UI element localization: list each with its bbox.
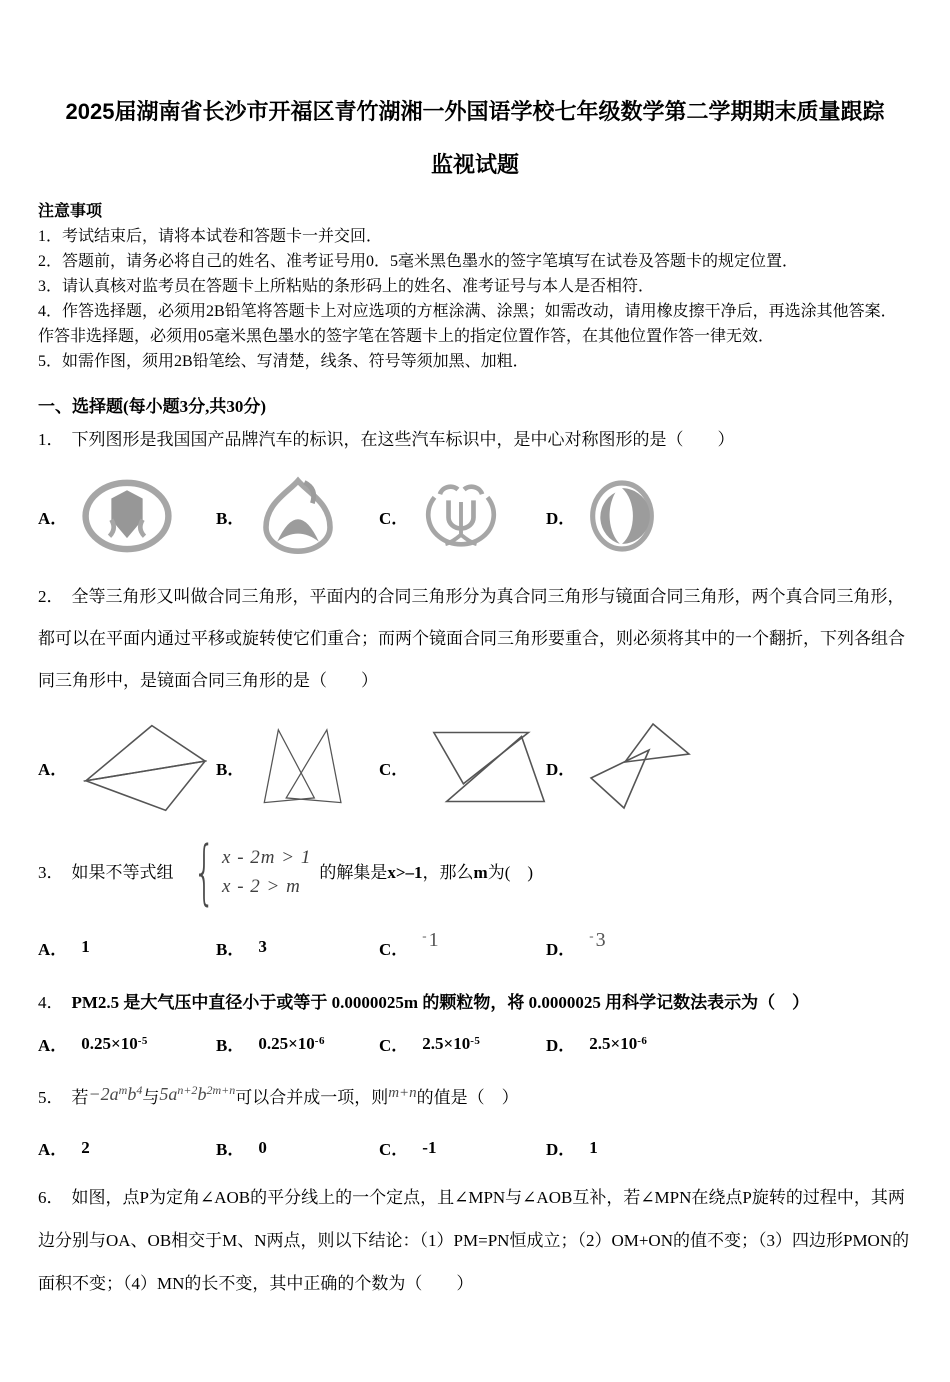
- question-5-options: [38, 1135, 912, 1160]
- left-brace-icon: {: [192, 831, 215, 913]
- q3-option-d: D． - 3: [546, 928, 606, 959]
- question-2-number: 2．: [38, 587, 64, 606]
- q2-option-c: [379, 724, 546, 810]
- q2-option-b-label: B．: [216, 759, 245, 779]
- inequality-1: x - 2m > 1: [222, 846, 312, 868]
- monomial-2: $5a^{n+2}b^{2m+n}$: [159, 1083, 236, 1104]
- q1-option-d-label: D．: [546, 508, 576, 528]
- q3-option-b: B． 3: [216, 937, 267, 959]
- q4-option-b: B． $0.25\times 10^{-6}$: [216, 1033, 325, 1055]
- question-2-text: 2． 全等三角形又叫做合同三角形，平面内的合同三角形分为真合同三角形与镜面合同三角形，两个真合同三角形，都可以在平面内通过平移或旋转使它们重合；而两个镜面合同三角形要重合，则必须将其中的一个翻折，下列各组合同三角形中，是镜面合同三角形的是（ ）: [38, 587, 905, 690]
- exam-title-line1: 2025届湖南省长沙市开福区青竹湖湘一外国语学校七年级数学第二学期期末质量跟踪: [65, 99, 885, 124]
- car-logo-b-icon: [258, 475, 338, 557]
- note-item-3: 3．请认真核对监考员在答题卡上所粘贴的条形码上的姓名、准考证号与本人是否相符．: [38, 278, 655, 295]
- question-1-number: 1．: [38, 430, 64, 449]
- q3-option-a: A． 1: [38, 937, 90, 959]
- q1-option-b-label: B．: [216, 508, 245, 528]
- note-item-5: 5．如需作图，须用2B铅笔绘、写清楚，线条、符号等须加黑、加粗．: [38, 353, 529, 370]
- q3-suffix: 的解集是x>–1，那么m为( ): [319, 862, 534, 882]
- q5-option-d: D． 1: [546, 1137, 598, 1159]
- question-2-options: [38, 719, 912, 815]
- q1-option-c: [379, 476, 546, 556]
- q1-option-c-label: C．: [379, 508, 409, 528]
- inequality-2: x - 2 > m: [222, 875, 301, 897]
- q5-option-a: A． 2: [38, 1137, 90, 1159]
- q4-option-a: A． $0.25\times 10^{-5}$: [38, 1033, 148, 1055]
- question-4-text: 4． PM2.5 是大气压中直径小于或等于 0.0000025m 的颗粒物，将 0.0000025 用科学记数法表示为（ ）: [38, 993, 810, 1012]
- question-6-text: 6． 如图，点P为定角∠AOB的平分线上的一个定点，且∠MPN与∠AOB互补，若∠MPN在绕点P旋转的过程中，其两边分别与OA、OB相交于M、N两点，则以下结论：（1）PM=PN恒成立；（2）OM+ON的值不变；（3）四边形PMON的面积不变；（4）MN的长不变，其中正确的个数为（ ）: [38, 1188, 910, 1293]
- car-logo-c-icon: [422, 476, 500, 556]
- q4-option-c: C． $2.5\times 10^{-5}$: [379, 1033, 481, 1055]
- car-logo-a-icon: [81, 479, 173, 553]
- q5-option-c: C． -1: [379, 1137, 437, 1159]
- exam-title: [38, 0, 912, 179]
- z-triangles-figure-c: [422, 724, 560, 810]
- q1-option-a-label: A．: [38, 508, 68, 528]
- question-3: [38, 831, 912, 913]
- question-1-text: 1． 下列图形是我国国产品牌汽车的标识，在这些汽车标识中，是中心对称图形的是（ ）: [38, 430, 735, 449]
- slanted-triangles-figure-d: [589, 720, 693, 814]
- exam-title-line2: 监视试题: [430, 152, 519, 177]
- q3-prefix: 如果不等式组: [71, 862, 174, 882]
- question-5-text: 5． 若$-2a^mb^4$与$5a^{n+2}b^{2m+n}$可以合并成一项，则m+n的值是（ ）: [38, 1083, 519, 1107]
- q1-option-d: [546, 476, 912, 556]
- q2-option-c-label: C．: [379, 759, 409, 779]
- question-1-options: [38, 468, 912, 564]
- notes-section: [38, 199, 912, 374]
- section-1-heading: 一、选择题(每小题3分,共30分): [38, 397, 267, 416]
- q2-option-d-label: D．: [546, 759, 576, 779]
- rotated-triangles-figure-a: [81, 719, 209, 815]
- question-3-number: 3．: [38, 862, 64, 882]
- question-3-options: [38, 927, 912, 967]
- q3-option-c: C． - 1: [379, 928, 439, 959]
- q1-option-b: [216, 475, 379, 557]
- m-plus-n-expression: m+n: [388, 1085, 417, 1101]
- crossed-triangles-figure-b: [258, 717, 348, 817]
- question-5-number: 5．: [38, 1088, 64, 1107]
- car-logo-d-icon: [589, 476, 655, 556]
- note-item-1: 1．考试结束后，请将本试卷和答题卡一并交回．: [38, 228, 383, 245]
- notes-heading: 注意事项: [38, 203, 103, 220]
- q5-option-b: B． 0: [216, 1137, 267, 1159]
- q2-option-a-label: A．: [38, 759, 68, 779]
- question-4-options: [38, 1031, 912, 1056]
- q1-option-a: [38, 479, 216, 553]
- q2-option-b: [216, 717, 379, 817]
- monomial-1: $-2a^mb^4$: [88, 1083, 143, 1104]
- note-item-2: 2．答题前，请务必将自己的姓名、准考证号用0．5毫米黑色墨水的签字笔填写在试卷及答题卡的规定位置．: [38, 253, 799, 270]
- q2-option-a: [38, 719, 216, 815]
- question-6-number: 6．: [38, 1188, 64, 1207]
- question-4-number: 4．: [38, 993, 64, 1012]
- inequality-system: [182, 831, 312, 913]
- note-item-4: 4．作答选择题，必须用2B铅笔将答题卡上对应选项的方框涂满、涂黑；如需改动，请用橡皮擦干净后，再选涂其他答案．作答非选择题，必须用05毫米黑色墨水的签字笔在答题卡上的指定位置作答，在其他位置作答一律无效．: [38, 303, 897, 345]
- q4-option-d: D． $2.5\times 10^{-6}$: [546, 1033, 648, 1055]
- q2-option-d: [546, 720, 912, 814]
